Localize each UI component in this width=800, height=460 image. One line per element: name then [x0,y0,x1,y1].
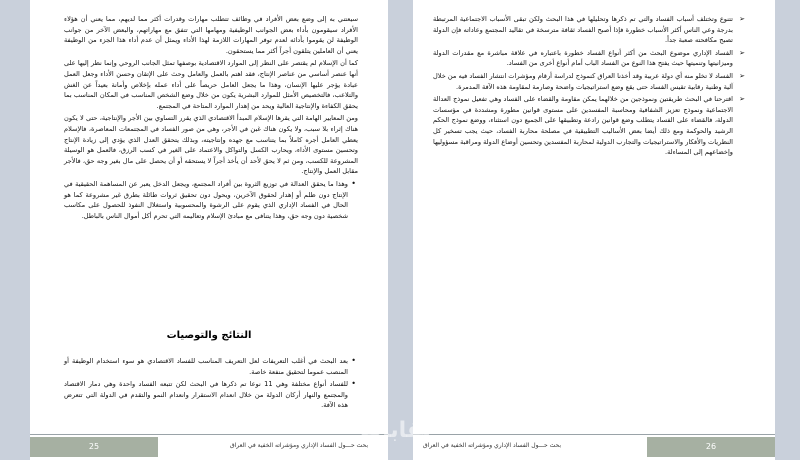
page-right [413,0,775,460]
results-list [64,356,358,413]
page-left [30,0,388,460]
right-bullet-item-2: ➢ الفساد الإداري موضوع البحث من أكثر أنواع الفساد خطورة باعتباره في علاقة مباشرة مع مقدرات الدولة وميزانيتها وتنميتها حيث يفتح هذا النوع من الفساد الباب أمام أنواع أخرى من الفساد. [433,48,745,69]
right-body-text [433,14,745,160]
right-bullet-item-1: ➢ تتنوع وتختلف أسباب الفساد والتي تم ذكرها وتحليلها في هذا البحث ولكن تبقى الأسباب الاجتماعية المرتبطة بدرجة وعي الناس أكثر الأسباب خطورة فإذا أصبح الفساد ثقافة مترسخة في تقاليد المجتمع وعاداته فإن الدولة تصبح مكافحته صعبة جداً. [433,14,745,46]
right-bullet-item-4: ➢ اقترحنا في البحث طريقتين ونموذجين من خلالهما يمكن مقاومة والقضاء على الفساد وهي تفعيل نموذج العدالة الاجتماعية ونموذج تعزيز الشفافية ومحاسبة المفسدين على مستوى قوانين مطورة ومشددة في مؤسسات الدولة، فالقضاء على الفساد يتطلب وضع قوانين رادعة وتطبيقها على الجميع دون استثناء، ووضع نموذج الحكم الرشيد والحوكمة ومع ذلك أيضا بعض الأساليب التطبيقية في مصلحة محاربة الفساد، حيث يجب تسخير كل النظريات والأفكار والاستراتيجيات والتجارب الدولية لمحاربة المفسدين وتحسين أوضاع الدولة ومراقبة مسؤوليها وإخضاعهم إلى المساءلة. [433,94,745,158]
section-heading: النتائج والتوصيات [166,330,252,341]
left-footer [30,434,388,460]
left-paragraph-2: كما أن الإسلام لم يقتصر على النظر إلى الموارد الاقتصادية بوصفها تمثل الجانب الروحي وإنما نظر إليها على أنها عنصر أساسي من عناصر الإنتاج، فقد اهتم بالعمل والعامل وحث على الإتقان وحسن الأداء وجعل العمل عبادة يؤجر عليها الإنسان، وهذا ما يجعل العامل حريصاً على أداء عمله بإخلاص وأمانة بعيداً عن الغش والتلاعب، فالتخصيص الأمثل للموارد البشرية يكون من خلال وضع الشخص المناسب في المكان المناسب بما يحقق الكفاءة والإنتاجية العالية ويحد من إهدار الموارد المتاحة في المجتمع. [64,59,358,110]
right-bullet-item-3: ➢ الفساد لا تخلو منه أي دولة عربية وقد أخذنا العراق كنموذج لدراسة أرقام ومؤشرات انتشار الفساد فيه من خلال آلية وطنية رقابية تقيس الفساد حتى يقع وضع استراتيجيات واضحة وصارمة لمقاومة هذه الآفة المدمرة. [433,71,745,92]
page-number-box [647,437,775,457]
page-number: 25 [88,442,100,451]
footer-divider [413,434,775,435]
page-number-box [30,437,158,457]
result-item-1: • بعد البحث في أغلب التعريفات لعل التعريف المناسب للفساد الاقتصادي هو سوء استخدام الوظيفة أو المنصب عموما لتحقيق منفعة خاصة. [64,356,358,377]
right-footer [413,434,775,460]
left-paragraph-3: ومن المعايير الهامة التي يقرها الإسلام المبدأ الاقتصادي الذي يقرر التساوي بين الأجر والإنتاجية، حتى لا يكون هناك إثراء بلا سبب، ولا يكون هناك غبن في الأجر، وهي من صور الفساد في المجتمعات المعاصرة، فالإسلام يعطي العامل أجره كاملاً بما يتناسب مع جهده وإنتاجيته، وبذلك يتحقق العدل الذي يؤدي إلى زيادة الإنتاج وتحسين مستوى الأداء، ويحارب الكسل والتواكل والاعتماد على الغير في كسب الرزق، فالعمل هو الوسيلة المشروعة للكسب، ومن ثم لا يحق لأحد أن يأخذ أجراً لا يستحقه أو أن يحصل على مال بغير وجه حق، فالأجر مقابل العمل والإنتاج. [64,114,358,176]
page-number: 26 [705,442,717,451]
left-paragraph-1: سيعتني به إلى وضع بعض الأفراد في وظائف تتطلب مهارات وقدرات أكثر مما لديهم، مما يعني أن هؤلاء الأفراد سيقومون بأداء بعض الجوانب الوظيفية ومهامها التي تتفق مع مهاراتهم، والبعض الآخر من جوانب الوظيفة لن يقوموا بأدائه لعدم توفر المهارات اللازمة لهذا الأداء ويمثل أن عدم أداء هذا الجزء من الوظيفة يعني أن العاملين يتلقون أجراً أكثر مما يستحقون. [64,15,358,55]
left-bullet-item: • وهذا ما يحقق العدالة في توزيع الثروة بين أفراد المجتمع، ويجعل الدخل يعبر عن المساهمة الحقيقية في الإنتاج دون ظلم أو إهدار لحقوق الآخرين، ويحول دون تحقيق ثروات طائلة بطرق غير مشروعة كما هو الحال في الفساد الإداري الذي يقوم على الرشوة والمحسوبية واستغلال النفوذ للحصول على مكاسب شخصية دون وجه حق، وهذا يتنافى مع مبادئ الإسلام وتعاليمه التي تحرم أكل أموال الناس بالباطل. [64,179,358,221]
footer-divider [30,434,388,435]
footer-title: بحث حـــول الفساد الإداري ومؤشراته الخفية في العراق [423,442,562,449]
left-bullet-list [64,179,358,221]
watermark-logo: نقابات [360,418,431,443]
result-item-2: • للفساد أنواع مختلفة وهي 11 نوعا تم ذكرها في البحث لكن تتبعه الفساد واحدة وهي دمار الاقتصاد والمجتمع والنهار أركان الدولة من خلال انعدام الاستقرار وانعدام النمو والتقدم في الدولة التي تتعرض هذه الآفة. [64,379,358,411]
left-body-text [64,14,358,223]
right-bullet-list [433,14,745,158]
footer-title: بحث حـــول الفساد الإداري ومؤشراته الخفية في العراق [229,442,368,449]
